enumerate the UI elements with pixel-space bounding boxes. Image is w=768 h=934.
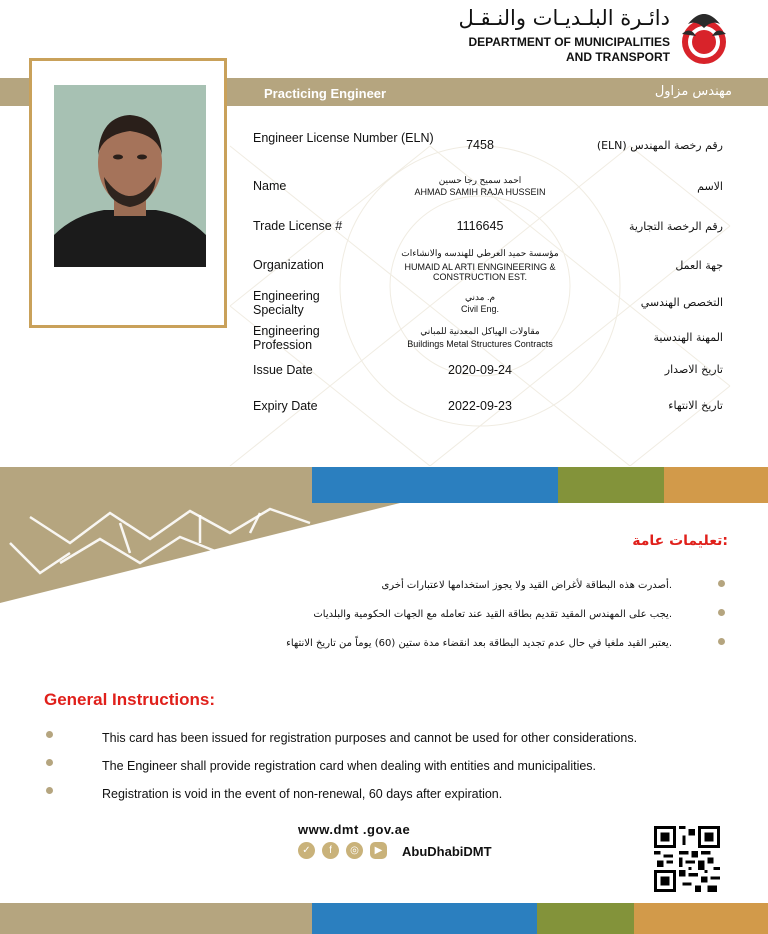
- department-name-english: [468, 35, 670, 65]
- bottom-strip-blue: [312, 903, 537, 934]
- bullet-dot: [46, 731, 53, 738]
- label-organization: Organization: [253, 258, 324, 272]
- department-name-line1: DEPARTMENT OF MUNICIPALITIES: [468, 35, 670, 49]
- department-name-arabic: دائـرة البلـديـات والنـقـل: [458, 6, 670, 30]
- value-profession-arabic: مقاولات الهياكل المعدنية للمباني: [420, 326, 540, 336]
- bottom-strip-green: [537, 903, 634, 934]
- strip-segment-gold: [0, 467, 312, 503]
- value-eln: 7458: [466, 138, 494, 152]
- label-name: Name: [253, 179, 287, 193]
- value-issue-date: 2020-09-24: [448, 363, 512, 377]
- bottom-strip-orange: [634, 903, 768, 934]
- label-specialty: Engineering Specialty: [253, 289, 320, 317]
- label-profession-arabic: المهنة الهندسية: [653, 331, 723, 344]
- label-expiry-date: Expiry Date: [253, 399, 318, 413]
- label-expiry-date-arabic: تاريخ الانتهاء: [668, 399, 723, 412]
- instruction-arabic-3: يعتبر القيد ملغيا في حال عدم تجديد البطاقة بعد انقضاء مدة ستين (60) يوماً من تاريخ الانتهاء.: [286, 638, 672, 649]
- youtube-icon[interactable]: ▶: [370, 842, 387, 859]
- instruction-english-3: Registration is void in the event of non-renewal, 60 days after expiration.: [102, 787, 503, 801]
- label-organization-arabic: جهة العمل: [675, 259, 723, 272]
- label-eln: Engineer License Number (ELN): [253, 131, 434, 145]
- qr-code: [653, 826, 721, 892]
- instruction-arabic-1: أصدرت هذه البطاقة لأغراض القيد ولا يجوز استخدامها لاعتبارات أخرى.: [381, 580, 672, 591]
- strip-segment-green: [558, 467, 664, 503]
- value-specialty-english: Civil Eng.: [460, 304, 499, 314]
- instructions-title-arabic: تعليمات عامة:: [632, 533, 728, 549]
- value-trade-license: 1116645: [456, 219, 504, 233]
- label-issue-date-arabic: تاريخ الاصدار: [664, 363, 723, 376]
- bottom-strip-gold: [0, 903, 312, 934]
- bullet-dot: [718, 580, 725, 587]
- strip-segment-blue: [312, 467, 558, 503]
- instruction-arabic-2: يجب على المهندس المقيد تقديم بطاقة القيد عند تعامله مع الجهات الحكومية والبلديات.: [313, 609, 672, 620]
- label-specialty-arabic: التخصص الهندسي: [640, 296, 723, 309]
- card-title-english: Practicing Engineer: [264, 86, 387, 101]
- twitter-icon[interactable]: ✓: [298, 842, 315, 859]
- bullet-dot: [718, 609, 725, 616]
- instruction-english-2: The Engineer shall provide registration card when dealing with entities and municipalities.: [102, 759, 597, 773]
- website-link[interactable]: www.dmt .gov.ae: [298, 822, 411, 837]
- value-profession-english: Buildings Metal Structures Contracts: [407, 339, 553, 349]
- value-organization-arabic: مؤسسة حميد العرطي للهندسه والانشاءات: [401, 248, 559, 258]
- value-name-arabic: احمد سميح رجا حسين: [438, 175, 522, 185]
- decorative-triangle-pattern: [0, 503, 400, 603]
- strip-segment-orange: [664, 467, 768, 503]
- label-eln-arabic: (ELN) رقم رخصة المهندس: [596, 139, 723, 152]
- label-profession: Engineering Profession: [253, 324, 320, 352]
- instagram-icon[interactable]: ◎: [346, 842, 363, 859]
- bullet-dot: [46, 759, 53, 766]
- bullet-dot: [46, 787, 53, 794]
- label-trade-license-arabic: رقم الرخصة التجارية: [628, 220, 723, 233]
- engineer-photo: [54, 85, 206, 267]
- label-trade-license: Trade License #: [253, 219, 343, 233]
- value-name-english: AHMAD SAMIH RAJA HUSSEIN: [414, 187, 546, 197]
- abu-dhabi-falcon-emblem: [678, 6, 730, 66]
- facebook-icon[interactable]: f: [322, 842, 339, 859]
- card-title-arabic: مهندس مزاول: [654, 84, 732, 99]
- label-issue-date: Issue Date: [253, 363, 313, 377]
- social-handle[interactable]: AbuDhabiDMT: [402, 844, 492, 859]
- instruction-english-1: This card has been issued for registration purposes and cannot be used for other considerations.: [102, 731, 638, 745]
- value-organization-english: HUMAID AL ARTI ENNGINEERING & CONSTRUCTION EST.: [404, 262, 556, 282]
- instructions-title-english: General Instructions:: [44, 690, 215, 709]
- label-name-arabic: الاسم: [697, 180, 723, 193]
- value-expiry-date: 2022-09-23: [448, 399, 512, 413]
- department-name-line2: AND TRANSPORT: [566, 50, 670, 64]
- bullet-dot: [718, 638, 725, 645]
- value-specialty-arabic: م. مدني: [464, 292, 496, 302]
